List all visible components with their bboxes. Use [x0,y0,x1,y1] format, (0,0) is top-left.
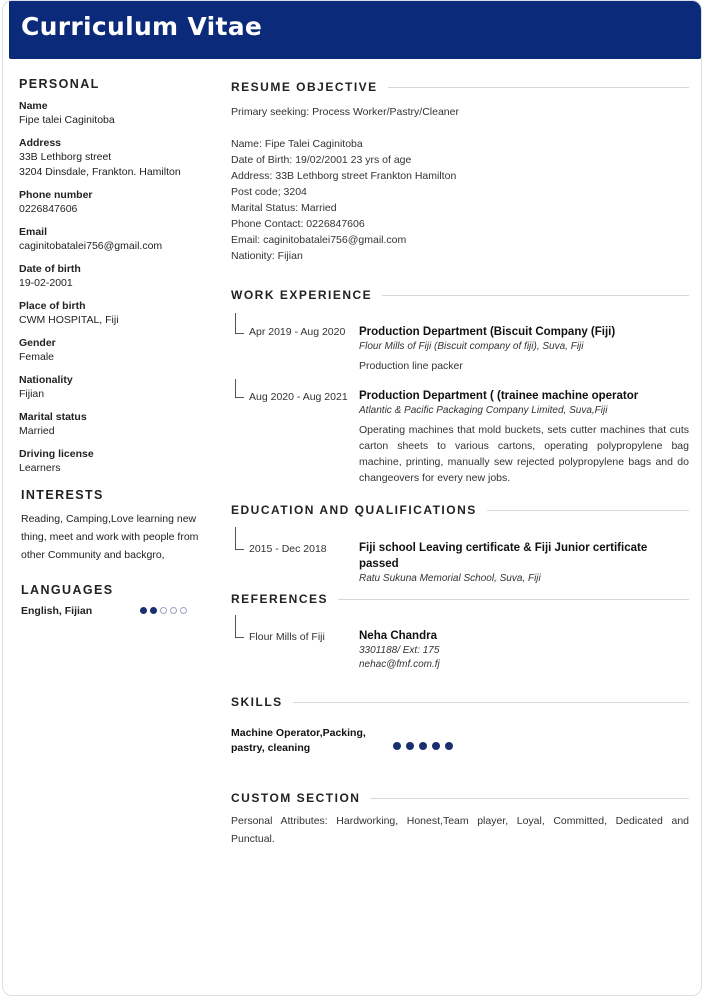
languages-title: LANGUAGES [21,583,114,597]
work-title: WORK EXPERIENCE [231,288,373,302]
divider [293,702,689,703]
divider [487,510,689,511]
divider [382,295,689,296]
field-birthplace [19,299,219,328]
field-label: Email [19,226,48,238]
section-header [231,288,689,302]
resume-page [2,0,702,996]
rating-dot-filled [432,742,440,750]
rating-dot-filled [140,607,147,614]
field-email [19,225,219,254]
objective-section [231,80,689,94]
field-label: Phone number [19,189,93,201]
section-header [231,791,689,805]
timeline-bracket [235,527,244,550]
field-value: Married [19,425,55,437]
section-header [231,695,689,709]
entry-org: Flour Mills of Fiji (Biscuit company of fiji), Suva, Fiji [359,341,584,352]
custom-text: Personal Attributes: Hardworking, Honest,Team player, Loyal, Committed, Dedicated and Punctual. [231,815,689,845]
references-title: REFERENCES [231,592,329,606]
field-value: caginitobatalei756@gmail.com [19,240,163,252]
field-name [19,99,219,128]
objective-line: Email: caginitobatalei756@gmail.com [231,234,407,246]
entry-date: 2015 - Dec 2018 [249,543,327,555]
header-banner [9,1,701,59]
field-label: Place of birth [19,300,86,312]
rating-dot-filled [393,742,401,750]
entry-body [359,628,689,672]
rating-dot-empty [160,607,167,614]
field-label: Driving license [19,448,94,460]
field-value: CWM HOSPITAL, Fiji [19,314,119,326]
entry-desc: Operating machines that mold buckets, sets cutter machines that cuts carton sheets to various cartons, operating polypropylene bag machine, printing, manually sew rejected polypropylene bags and do changeovers for every new jobs. [359,424,689,484]
reference-name: Neha Chandra [359,630,437,642]
rating-dot-empty [180,607,187,614]
objective-line: Marital Status: Married [231,202,337,214]
custom-title: CUSTOM SECTION [231,791,361,805]
objective-line: Name: Fipe Talei Caginitoba [231,138,363,150]
rating-dot-filled [445,742,453,750]
rating-dot-filled [406,742,414,750]
objective-line: Date of Birth: 19/02/2001 23 yrs of age [231,154,412,166]
rating-dot-filled [150,607,157,614]
field-value: Female [19,351,55,363]
section-header [231,80,689,94]
references-section [231,592,689,606]
entry-title: Production Department ( (trainee machine operator [359,390,639,402]
entry-body [359,540,689,586]
entry-body [359,388,689,486]
entry-title: Production Department (Biscuit Company (Fiji) [359,326,616,338]
divider [388,87,689,88]
reference-company: Flour Mills of Fiji [249,631,325,643]
education-section [231,503,689,517]
objective-line: Phone Contact: 0226847606 [231,218,365,230]
personal-section [19,77,219,476]
education-title: EDUCATION AND QUALIFICATIONS [231,503,477,517]
skills-title: SKILLS [231,695,283,709]
field-phone [19,188,219,217]
rating-dot-empty [170,607,177,614]
objective-details [231,136,689,264]
personal-title: PERSONAL [19,77,100,91]
field-value: 19-02-2001 [19,277,73,289]
field-label: Date of birth [19,263,81,275]
field-value: Fijian [19,388,45,400]
rating-dot-filled [419,742,427,750]
timeline-bracket [235,313,244,334]
field-label: Name [19,100,48,112]
section-header [231,592,689,606]
entry-body [359,324,689,374]
entry-desc: Production line packer [359,360,463,372]
skills-section [231,695,689,709]
field-value: 33B Lethborg street 3204 Dinsdale, Frankton. Hamilton [19,151,181,178]
field-gender [19,336,219,365]
objective-line: Post code; 3204 [231,186,307,198]
field-marital [19,410,219,439]
field-label: Marital status [19,411,87,423]
divider [370,798,689,799]
field-value: 0226847606 [19,203,78,215]
field-label: Gender [19,337,56,349]
skill-name: Machine Operator,Packing, pastry, cleaning [231,727,366,754]
objective-primary: Primary seeking: Process Worker/Pastry/Cleaner [231,106,459,118]
language-name: English, Fijian [21,605,93,617]
entry-date: Apr 2019 - Aug 2020 [249,326,346,338]
field-dob [19,262,219,291]
objective-title: RESUME OBJECTIVE [231,80,378,94]
field-value: Learners [19,462,61,474]
field-label: Nationality [19,374,73,386]
page-title: Curriculum Vitae [21,12,263,41]
divider [338,599,689,600]
reference-email: nehac@fmf.com.fj [359,659,440,670]
objective-line: Address: 33B Lethborg street Frankton Hamilton [231,170,457,182]
work-section [231,288,689,302]
field-nationality [19,373,219,402]
field-address [19,136,219,180]
interests-title: INTERESTS [21,488,104,502]
field-label: Address [19,137,62,149]
field-license [19,447,219,476]
interests-text: Reading, Camping,Love learning new thing, meet and work with people from other Community and backgro, [21,513,199,561]
entry-date: Aug 2020 - Aug 2021 [249,391,348,403]
language-level-rating [140,607,187,614]
objective-line: Nationity: Fijian [231,250,303,262]
timeline-bracket [235,379,244,398]
entry-title: Fiji school Leaving certificate & Fiji Junior certificate passed [359,542,648,570]
custom-section [231,791,689,805]
timeline-bracket [235,615,244,638]
entry-org: Atlantic & Pacific Packaging Company Limited, Suva,Fiji [359,405,608,416]
reference-phone: 3301188/ Ext: 175 [359,645,440,656]
section-header [231,503,689,517]
field-value: Fipe talei Caginitoba [19,114,115,126]
entry-org: Ratu Sukuna Memorial School, Suva, Fiji [359,573,541,584]
skill-level-rating [393,742,455,750]
